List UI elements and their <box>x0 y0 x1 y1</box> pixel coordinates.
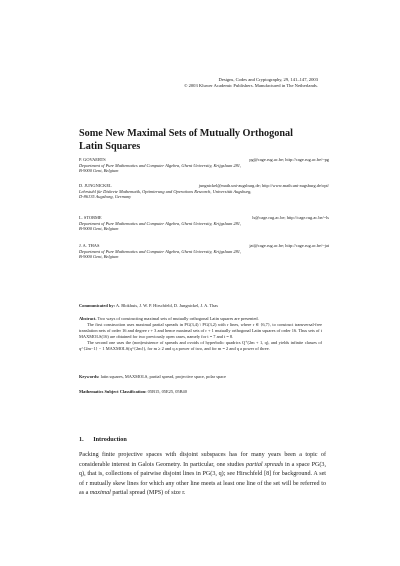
author-contact[interactable]: jat@cage.rug.ac.be; http://cage.rug.ac.be/~jat <box>249 243 329 248</box>
author-contact[interactable]: ls@cage.rug.ac.be; http://cage.rug.ac.be/~ls <box>252 215 329 220</box>
introduction-paragraph <box>79 451 326 499</box>
copyright-notice: © 2003 Kluwer Academic Publishers. Manufactured in The Netherlands. <box>183 83 318 89</box>
abstract-paragraph-2: The first construction uses maximal partial spreads in PG(3,4) \ PG(3,2) with r lines, where r ∈ {6,7}, to construct transversal-free translation nets of order 16 and degree r + 3 and hence maximal sets of r + 1 mutually orthogonal Latin squares of order 16. Thus sets of t MAXMOLS(16) are obtained for two previously open cases, namely for t = 7 and t = 8. <box>79 321 322 339</box>
author-block <box>79 157 329 174</box>
section-title: Introduction <box>93 436 127 443</box>
author-name: J. A. THAS <box>79 243 100 248</box>
journal-citation: Designs, Codes and Cryptography, 29, 141–147, 2003 <box>218 77 318 82</box>
abstract-paragraph-3: The second one uses the (non)existence of spreads and ovoids of hyperbolic quadrics Q⁺(2m + 1, q), and yields infinite classes of q^{2m−1} − 1 MAXMOLS(q^{2m}), for m ≥ 2 and q a power of two, and for m = 2 and q a power of three. <box>79 339 322 351</box>
author-contact[interactable]: jungnickel@math.uni-augsburg.de; http://www.math.uni-augsburg.de/opt/ <box>198 183 329 188</box>
paper-title <box>79 128 329 153</box>
author-affiliation: Department of Pure Mathematics and Computer Algebra, Ghent University, Krijgslaan 281, <box>79 248 242 254</box>
communicated-label: Communicated by: <box>79 303 115 308</box>
communicated-editors: A. Blokhuis, J. W. P. Hirschfeld, D. Jungnickel, J. A. Thas <box>115 303 218 308</box>
author-address: B-9000 Gent, Belgium <box>79 168 119 174</box>
author-address: B-9000 Gent, Belgium <box>79 254 119 260</box>
section-number: 1. <box>79 436 84 443</box>
author-block <box>79 215 329 232</box>
abstract-paragraph-1: Two ways of constructing maximal sets of mutually orthogonal Latin squares are presented. <box>97 316 259 321</box>
section-heading <box>79 436 127 443</box>
msc-classification <box>79 389 322 395</box>
msc-value: 05B15, 05E25, 05B40 <box>147 389 187 394</box>
author-block <box>79 183 329 200</box>
intro-emphasis: maximal <box>89 490 111 497</box>
author-name: L. STORME <box>79 215 102 220</box>
intro-text: in a space PG(3, q), that is, collections of pairwise disjoint lines in PG(3, q); see Hirschfeld [8] for background. A set of r mutually skew lines for which any other line meets at least one line of the set will be referred to as a <box>79 461 326 497</box>
author-address: D-86135 Augsburg, Germany <box>79 194 132 200</box>
author-name: D. JUNGNICKEL <box>79 183 112 188</box>
intro-emphasis: partial spreads <box>246 461 284 468</box>
keywords-label: Keywords: <box>79 374 100 379</box>
title-line-2: Latin Squares <box>79 140 141 152</box>
msc-label: Mathematics Subject Classification: <box>79 389 147 394</box>
journal-header <box>78 77 318 89</box>
intro-text: Packing finite projective spaces with disjoint subspaces has for many years been a topic of considerable interest in Galois Geometry. In particular, one studies <box>79 452 326 468</box>
author-affiliation: Department of Pure Mathematics and Computer Algebra, Ghent University, Krijgslaan 281, <box>79 162 242 168</box>
title-line-1: Some New Maximal Sets of Mutually Orthogonal <box>79 128 293 139</box>
intro-text: partial spread (MPS) of size r. <box>110 490 186 497</box>
communicated-by <box>79 303 329 309</box>
author-affiliation: Department of Pure Mathematics and Computer Algebra, Ghent University, Krijgslaan 281, <box>79 220 242 226</box>
author-affiliation: Lehrstuhl für Diskrete Mathematik, Optimierung und Operations Research, Universität Augsburg, <box>79 188 252 194</box>
keywords-value: latin squares, MAXMOLS, partial spread, projective space, polar space <box>100 374 226 379</box>
author-block <box>79 243 329 260</box>
author-contact[interactable]: pg@cage.rug.ac.be; http://cage.rug.ac.be/~pg <box>249 157 329 162</box>
author-address: B-9000 Gent, Belgium <box>79 226 119 232</box>
author-name: P. GOVAERTS <box>79 157 106 162</box>
keywords <box>79 374 322 380</box>
abstract <box>79 316 322 351</box>
abstract-label: Abstract. <box>79 316 97 321</box>
